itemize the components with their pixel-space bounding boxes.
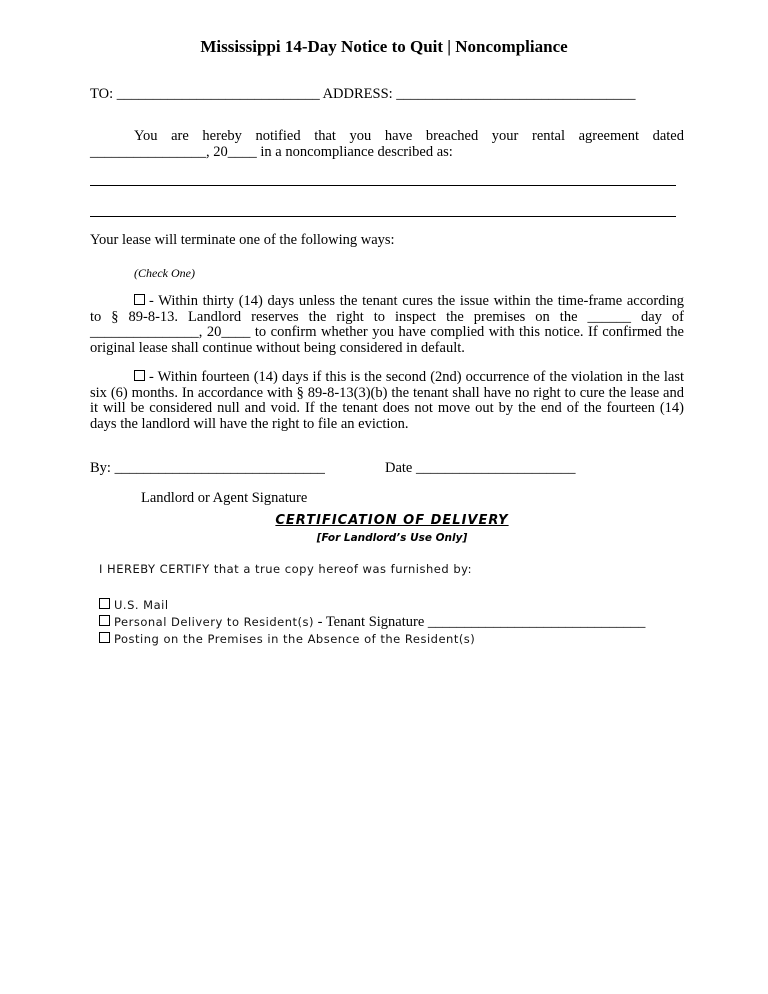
address-field[interactable]: _________________________________: [396, 86, 636, 102]
address-label: ADDRESS:: [322, 86, 393, 102]
intro-text: You are hereby notified that you have breached your rental agreement dated ________________, 20____ in a noncompliance described as:: [90, 128, 684, 160]
option-2-text: - Within fourteen (14) days if this is the second (2nd) occurrence of the violation in the last six (6) months. In accordance with § 89-8-13(3)(b) the tenant shall have no right to cure the lease and it will be considered null and void. If the tenant does not move out by the end of the fourteen (14) days the landlord will have the right to file an eviction.: [90, 369, 684, 432]
posting-label: Posting on the Premises in the Absence of the Resident(s): [114, 632, 476, 646]
date-line: [385, 460, 576, 477]
us-mail-label: U.S. Mail: [114, 598, 169, 612]
by-label: By:: [90, 460, 111, 476]
date-label: Date: [385, 460, 413, 476]
method-us-mail: [99, 596, 169, 614]
intro-paragraph: [90, 129, 684, 160]
method-posting: [99, 630, 475, 648]
signature-caption: Landlord or Agent Signature: [141, 490, 308, 506]
to-label: TO:: [90, 86, 114, 102]
date-field[interactable]: ______________________: [416, 460, 576, 476]
certification-title: CERTIFICATION OF DELIVERY: [275, 513, 509, 528]
recipient-line: [90, 86, 636, 103]
option-2-paragraph: [90, 370, 684, 432]
option-1-text: - Within thirty (14) days unless the tenant cures the issue within the time-frame according to § 89-8-13. Landlord reserves the right to inspect the premises on the ______ day of _______________, 20____ to confirm whether you have complied with this notice. If confirmed the original lease shall continue without being considered in default.: [90, 293, 684, 356]
personal-delivery-label: Personal Delivery to Resident(s): [114, 615, 315, 629]
check-one-label: (Check One): [134, 266, 195, 280]
option-1-paragraph: [90, 294, 684, 356]
tenant-signature-field[interactable]: - Tenant Signature ______________________________: [314, 614, 646, 630]
description-line-2[interactable]: [90, 216, 676, 217]
personal-delivery-checkbox[interactable]: [99, 615, 110, 626]
certify-statement: I HEREBY CERTIFY that a true copy hereof was furnished by:: [99, 562, 472, 576]
signature-line: [90, 460, 325, 477]
terminate-heading: Your lease will terminate one of the following ways:: [90, 232, 395, 248]
us-mail-checkbox[interactable]: [99, 598, 110, 609]
option-2-checkbox[interactable]: [134, 370, 145, 381]
method-personal-delivery: [99, 613, 645, 631]
certification-subtitle: [For Landlord’s Use Only]: [316, 532, 468, 544]
by-field[interactable]: _____________________________: [114, 460, 325, 476]
option-1-checkbox[interactable]: [134, 294, 145, 305]
to-field[interactable]: ____________________________: [116, 86, 320, 102]
page-title: Mississippi 14-Day Notice to Quit | Noncompliance: [200, 37, 568, 56]
description-line-1[interactable]: [90, 185, 676, 186]
posting-checkbox[interactable]: [99, 632, 110, 643]
